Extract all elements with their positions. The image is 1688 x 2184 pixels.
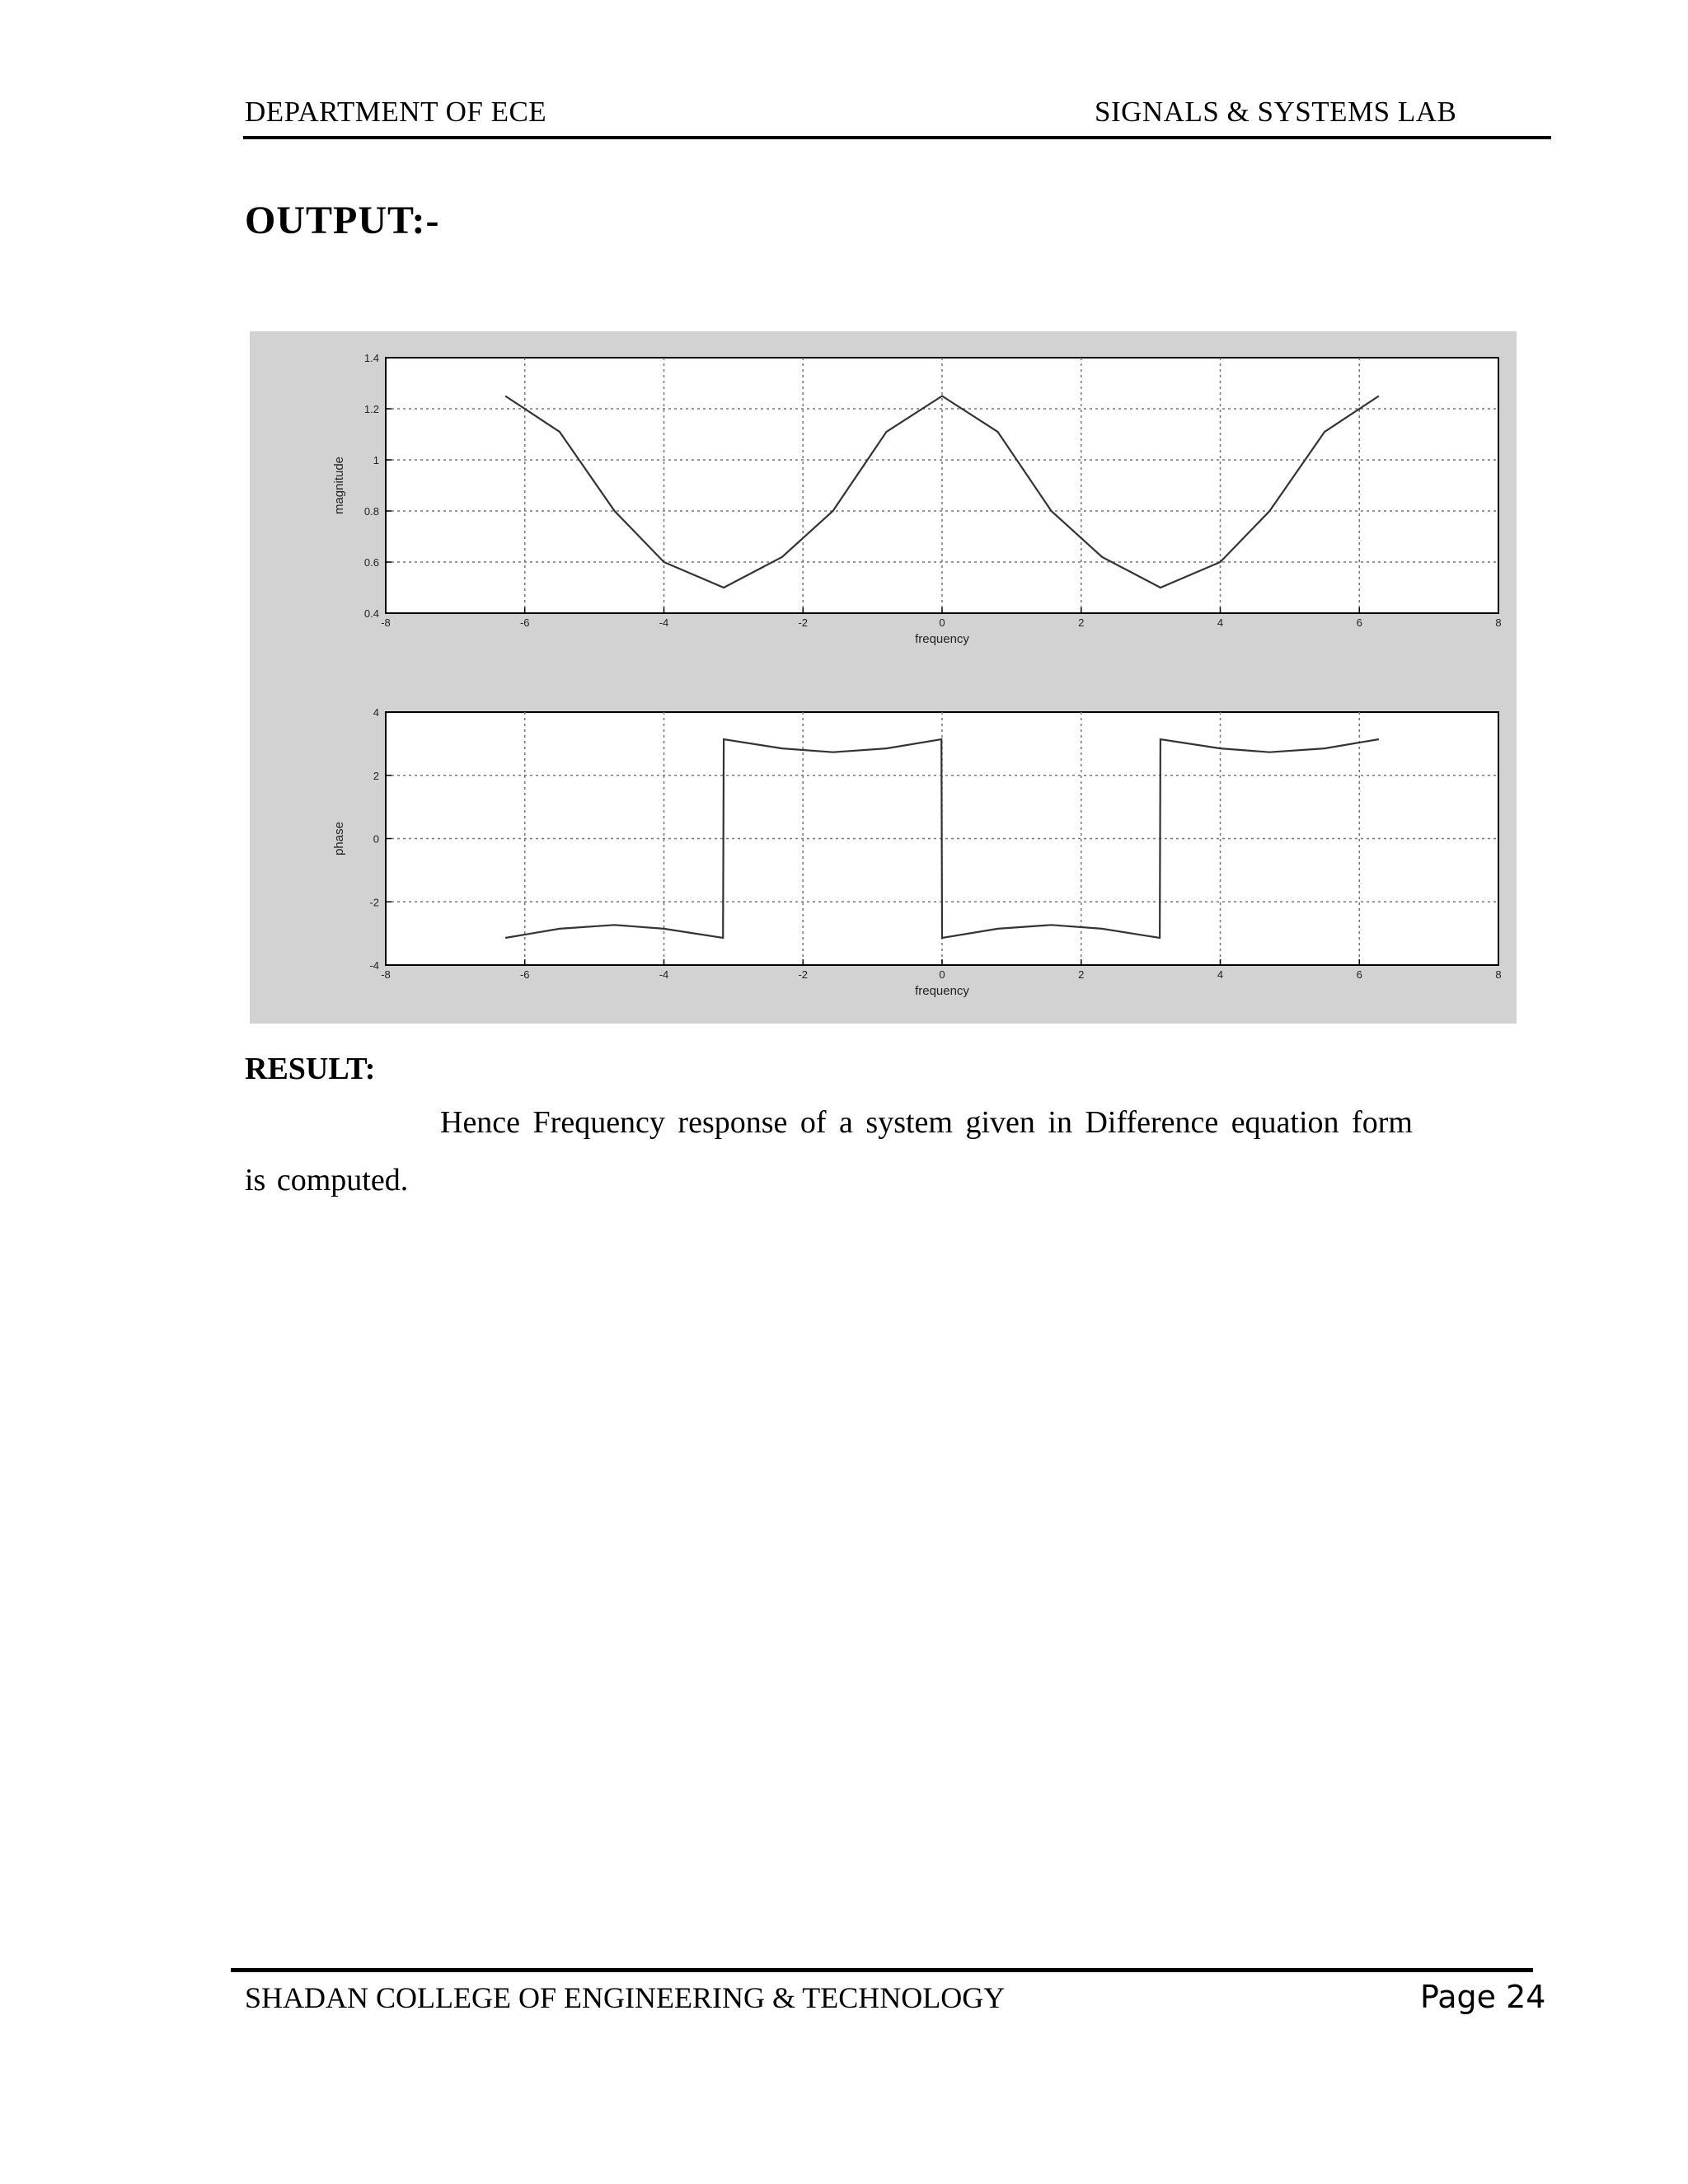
magnitude-ytick-label: 1.4 [363,352,379,364]
matlab-figure [250,331,1517,1024]
phase-xtick-label: 2 [1078,968,1085,981]
magnitude-xtick-label: 0 [939,616,945,629]
output-heading: OUTPUT:- [245,199,440,242]
phase-ytick-label: -4 [369,959,379,972]
result-text-line-1: Hence Frequency response of a system given in Difference equation form [440,1105,1413,1140]
phase-ytick-label: -2 [369,896,379,909]
magnitude-xtick-label: -6 [519,616,530,629]
phase-ylabel: phase [332,822,346,855]
magnitude-xlabel: frequency [915,632,969,646]
phase-xtick-label: 8 [1495,968,1502,981]
magnitude-ytick-label: 1.2 [363,403,379,415]
magnitude-xtick-label: -4 [659,616,669,629]
phase-xlabel: frequency [915,984,969,998]
magnitude-ytick-label: 0.8 [363,505,379,518]
result-heading: RESULT: [245,1052,376,1086]
magnitude-ylabel: magnitude [332,456,346,515]
phase-xtick-label: -8 [381,968,391,981]
magnitude-xtick-label: 8 [1495,616,1502,629]
footer-page-number: Page 24 [1420,1979,1546,2015]
phase-ytick-label: 2 [373,769,379,782]
magnitude-ytick-label: 0.6 [363,556,379,569]
header-lab-title: SIGNALS & SYSTEMS LAB [1095,96,1457,128]
phase-xtick-label: 0 [939,968,945,981]
magnitude-xtick-label: 2 [1078,616,1085,629]
header-rule [243,136,1551,139]
footer-college: SHADAN COLLEGE OF ENGINEERING & TECHNOLOGY [245,1981,1006,2014]
phase-xtick-label: -4 [659,968,669,981]
phase-xtick-label: -6 [519,968,530,981]
magnitude-xtick-label: 4 [1217,616,1224,629]
magnitude-ytick-label: 0.4 [363,607,379,620]
magnitude-xtick-label: -8 [381,616,391,629]
header-department: DEPARTMENT OF ECE [245,96,547,128]
footer-rule [231,1968,1533,1972]
phase-ytick-label: 0 [373,832,379,846]
frequency-response-plots [250,331,1517,1024]
magnitude-xtick-label: 6 [1356,616,1362,629]
result-text-line-2: is computed. [245,1163,409,1197]
phase-xtick-label: 6 [1356,968,1362,981]
phase-xtick-label: -2 [798,968,809,981]
phase-xtick-label: 4 [1217,968,1224,981]
phase-ytick-label: 4 [373,706,379,719]
magnitude-xtick-label: -2 [798,616,809,629]
magnitude-ytick-label: 1 [373,454,379,466]
